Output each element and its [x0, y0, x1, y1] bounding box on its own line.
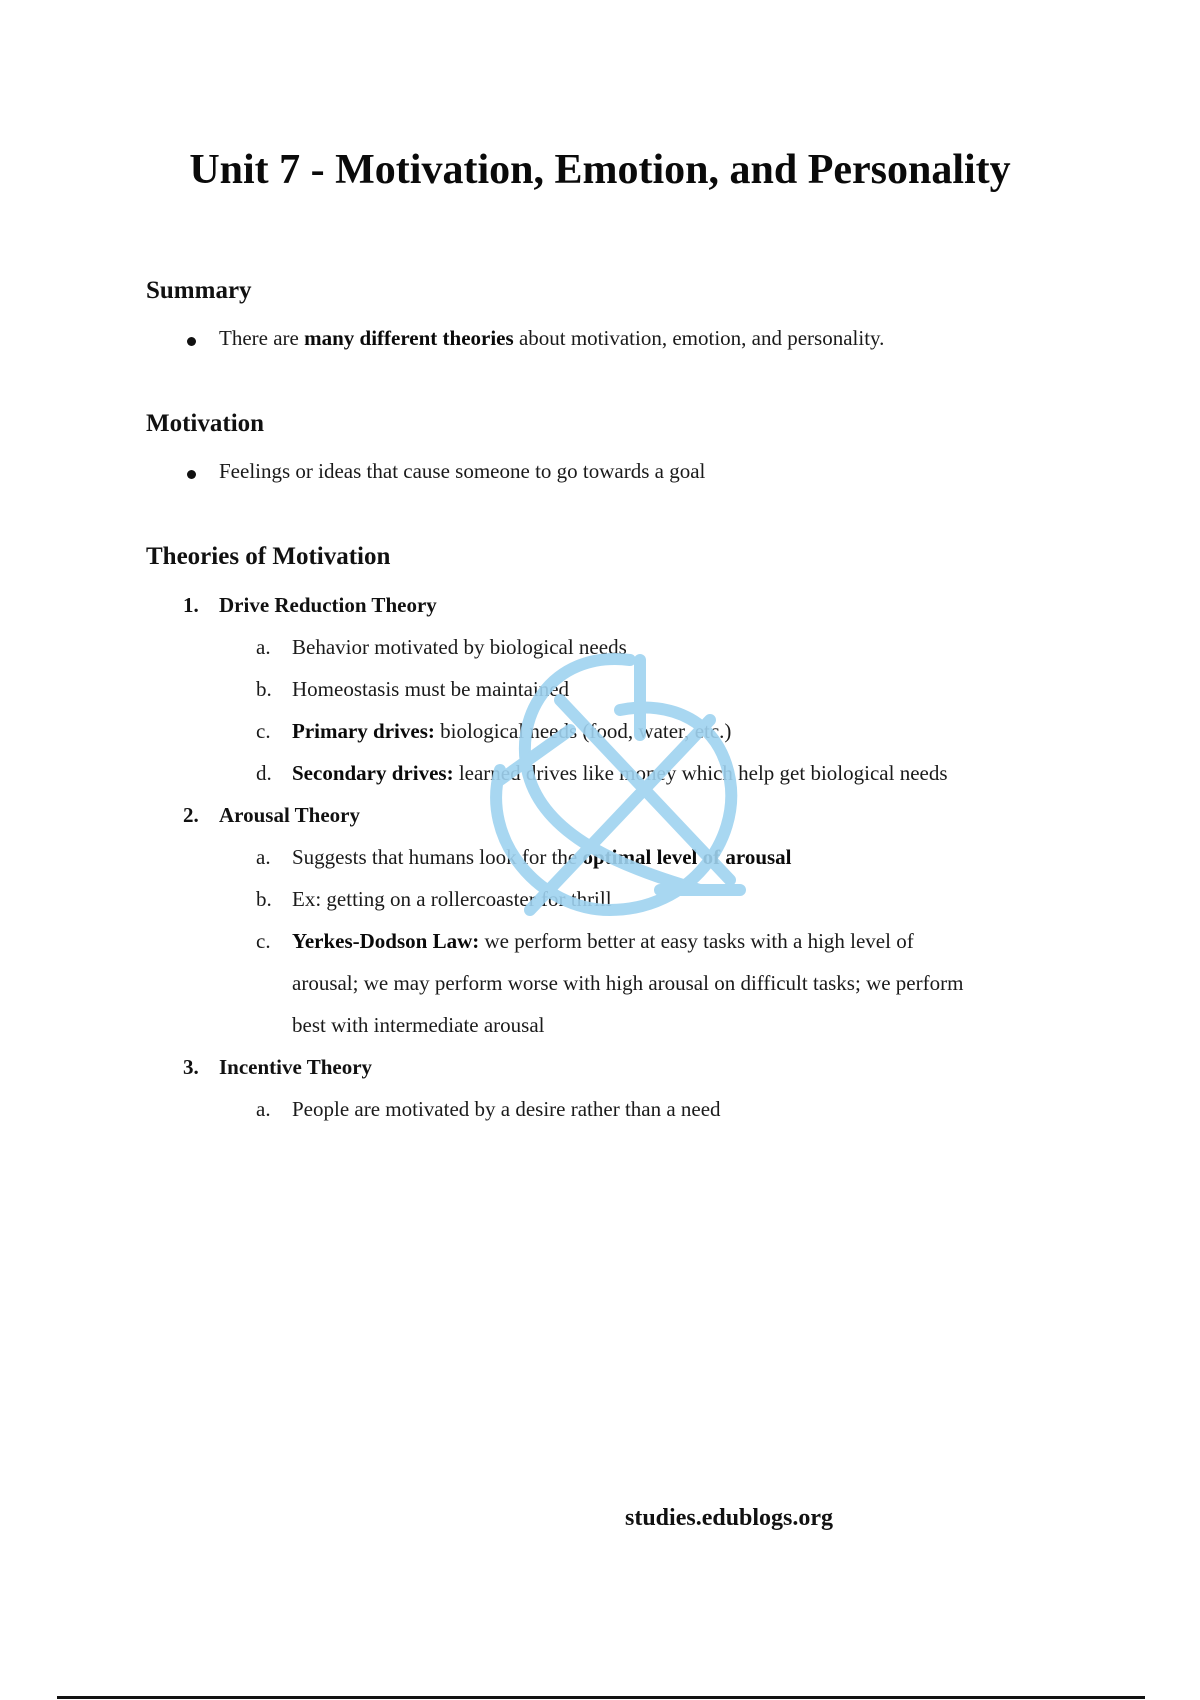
list-number: 1.	[183, 593, 199, 617]
list-marker: b.	[256, 677, 272, 701]
list-item: Primary drives: biological needs (food, water, etc.)	[292, 719, 732, 743]
list-item-continuation: best with intermediate arousal	[292, 1013, 545, 1037]
list-marker: b.	[256, 887, 272, 911]
list-item: People are motivated by a desire rather than a need	[292, 1097, 721, 1121]
motivation-bullet: Feelings or ideas that cause someone to go towards a goal	[219, 459, 706, 483]
theories-heading: Theories of Motivation	[146, 543, 391, 570]
list-item: Ex: getting on a rollercoaster for thrill	[292, 887, 612, 911]
list-number: 3.	[183, 1055, 199, 1079]
list-item: Yerkes-Dodson Law: we perform better at easy tasks with a high level of	[292, 929, 914, 953]
list-marker: d.	[256, 761, 272, 785]
list-marker: c.	[256, 929, 271, 953]
list-item: Homeostasis must be maintained	[292, 677, 570, 701]
bullet-icon	[187, 337, 196, 346]
list-marker: a.	[256, 635, 271, 659]
list-item-continuation: arousal; we may perform worse with high arousal on difficult tasks; we perform	[292, 971, 964, 995]
list-marker: a.	[256, 1097, 271, 1121]
list-marker: c.	[256, 719, 271, 743]
theory-title-drive-reduction: Drive Reduction Theory	[219, 593, 437, 617]
list-number: 2.	[183, 803, 199, 827]
theory-title-incentive: Incentive Theory	[219, 1055, 373, 1079]
list-item: Behavior motivated by biological needs	[292, 635, 627, 659]
page-title: Unit 7 - Motivation, Emotion, and Personality	[189, 147, 1011, 193]
bottom-divider	[57, 1696, 1145, 1699]
list-item: Suggests that humans look for the optimal level of arousal	[292, 845, 792, 869]
list-marker: a.	[256, 845, 271, 869]
summary-heading: Summary	[146, 277, 252, 304]
footer-site-link[interactable]: studies.edublogs.org	[625, 1505, 834, 1531]
bullet-icon	[187, 470, 196, 479]
list-item: Secondary drives: learned drives like money which help get biological needs	[292, 761, 948, 785]
motivation-heading: Motivation	[146, 410, 265, 437]
theory-title-arousal: Arousal Theory	[219, 803, 360, 827]
summary-bullet: There are many different theories about motivation, emotion, and personality.	[219, 326, 885, 350]
